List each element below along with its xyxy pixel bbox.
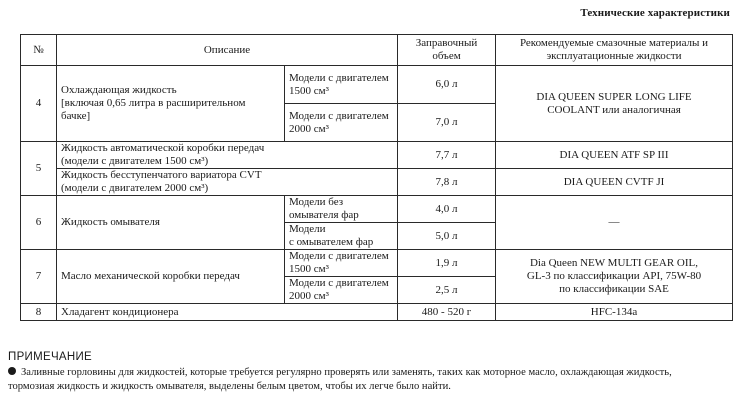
row-description: Хладагент кондиционера [57, 304, 398, 321]
table-row [21, 250, 733, 277]
note-text: Заливные горловины для жидкостей, которые требуется регулярно проверять или заменять, таких как моторное масло, охлаждающая жидкость, тормозиая жидкость и жидкость омывателя, выделены белым цветом, чтобы их легче было найти. [8, 367, 672, 392]
row-volume: 6,0 л [398, 66, 496, 104]
row-volume: 480 - 520 г [398, 304, 496, 321]
row-number: 5 [21, 142, 57, 196]
table-row [21, 169, 733, 196]
row-variant: Модели с двигателем 1500 см³ [285, 250, 398, 277]
row-volume: 1,9 л [398, 250, 496, 277]
row-number: 7 [21, 250, 57, 304]
row-recommended: — [496, 196, 733, 250]
row-volume: 7,8 л [398, 169, 496, 196]
page-header-title: Технические характеристики [580, 7, 730, 19]
header-recommended: Рекомендуемые смазочные материалы и эксплуатационные жидкости [496, 35, 733, 66]
table-row [21, 196, 733, 223]
row-volume: 7,7 л [398, 142, 496, 169]
table-row [21, 66, 733, 104]
row-volume: 5,0 л [398, 223, 496, 250]
row-variant: Модели с омывателем фар [285, 223, 398, 250]
table-row [21, 304, 733, 321]
note-title: ПРИМЕЧАНИЕ [8, 351, 93, 363]
table-row [21, 142, 733, 169]
bullet-icon [8, 367, 16, 375]
row-description: Масло механической коробки передач [57, 250, 285, 304]
row-recommended: DIA QUEEN ATF SP III [496, 142, 733, 169]
header-number: № [21, 35, 57, 66]
row-description: Жидкость омывателя [57, 196, 285, 250]
row-volume: 2,5 л [398, 277, 496, 304]
row-recommended: DIA QUEEN SUPER LONG LIFE COOLANT или аналогичная [496, 66, 733, 142]
row-variant: Модели с двигателем 1500 см³ [285, 66, 398, 104]
row-description: Жидкость бесступенчатого вариатора CVT (модели с двигателем 2000 см³) [57, 169, 398, 196]
row-volume: 4,0 л [398, 196, 496, 223]
row-variant: Модели с двигателем 2000 см³ [285, 104, 398, 142]
row-recommended: DIA QUEEN CVTF JI [496, 169, 733, 196]
row-variant: Модели без омывателя фар [285, 196, 398, 223]
row-number: 4 [21, 66, 57, 142]
row-recommended: Dia Queen NEW MULTI GEAR OIL, GL-3 по классификации API, 75W-80 по классификации SAE [496, 250, 733, 304]
row-volume: 7,0 л [398, 104, 496, 142]
header-description: Описание [57, 35, 398, 66]
row-variant: Модели с двигателем 2000 см³ [285, 277, 398, 304]
specifications-table [20, 34, 733, 321]
note-body [8, 366, 708, 394]
row-number: 6 [21, 196, 57, 250]
row-description: Жидкость автоматической коробки передач (модели с двигателем 1500 см³) [57, 142, 398, 169]
header-volume: Заправочный объем [398, 35, 496, 66]
row-recommended: HFC-134a [496, 304, 733, 321]
row-number: 8 [21, 304, 57, 321]
table-header-row [21, 35, 733, 66]
row-description: Охлаждающая жидкость [включая 0,65 литра в расширительном бачке] [57, 66, 285, 142]
